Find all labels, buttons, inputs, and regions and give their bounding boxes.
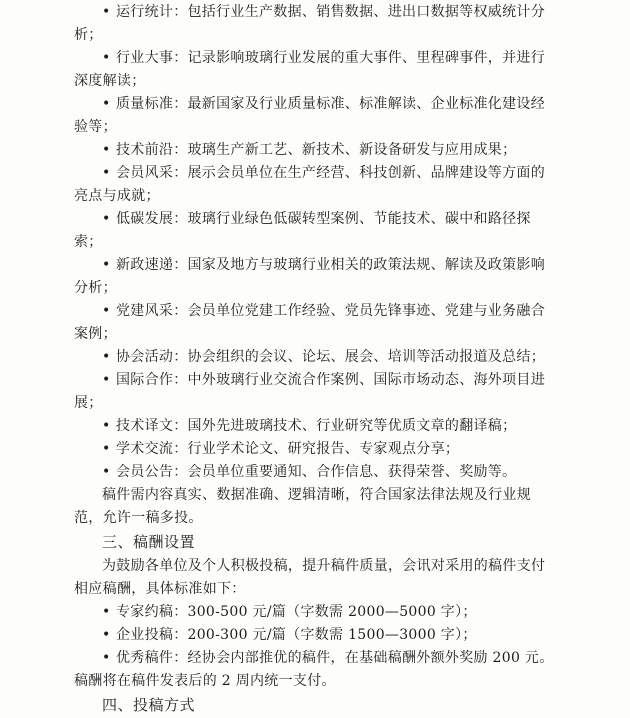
- list-item: • 新政速递：国家及地方与玻璃行业相关的政策法规、解读及政策影响: [74, 254, 556, 277]
- list-item-continuation: 索；: [74, 234, 103, 250]
- column-list: [74, 1, 556, 484]
- bullet-icon: •: [102, 96, 111, 112]
- section-four: [74, 693, 556, 718]
- bullet-icon: •: [102, 165, 111, 181]
- bullet-icon: •: [102, 604, 111, 620]
- list-item-continuation: 亮点与成就；: [74, 188, 160, 204]
- intro-line: 相应稿酬，具体标准如下：: [74, 581, 246, 597]
- list-item-continuation: 分析；: [74, 280, 117, 296]
- bullet-icon: •: [102, 372, 111, 388]
- bullet-icon: •: [102, 50, 111, 66]
- bullet-icon: •: [102, 142, 111, 158]
- list-item-continuation: 案例；: [74, 326, 117, 342]
- bullet-icon: •: [102, 211, 111, 227]
- section-heading: 四、投稿方式: [102, 696, 196, 714]
- list-item: • 技术译文：国外先进玻璃技术、行业研究等优质文章的翻译稿；: [74, 415, 556, 438]
- list-item: • 优秀稿件：经协会内部推优的稿件，在基础稿酬外额外奖励 200 元。: [74, 647, 556, 670]
- payment-note: 稿酬将在稿件发表后的 2 周内统一支付。: [74, 673, 336, 689]
- list-item: • 会员公告：会员单位重要通知、合作信息、获得荣誉、奖励等。: [74, 461, 556, 484]
- list-item: • 党建风采：会员单位党建工作经验、党员先锋事迹、党建与业务融合: [74, 300, 556, 323]
- list-item: • 低碳发展：玻璃行业绿色低碳转型案例、节能技术、碳中和路径探: [74, 208, 556, 231]
- list-item: • 技术前沿：玻璃生产新工艺、新技术、新设备研发与应用成果；: [74, 139, 556, 162]
- bullet-icon: •: [102, 4, 111, 20]
- intro-line: 为鼓励各单位及个人积极投稿，提升稿件质量，会讯对采用的稿件支付: [102, 558, 546, 574]
- list-item-continuation: 展；: [74, 395, 103, 411]
- bullet-icon: •: [102, 627, 111, 643]
- bullet-icon: •: [102, 349, 111, 365]
- list-item: • 学术交流：行业学术论文、研究报告、专家观点分享；: [74, 438, 556, 461]
- bullet-icon: •: [102, 441, 111, 457]
- bullet-icon: •: [102, 650, 111, 666]
- list-item: • 企业投稿：200-300 元/篇（字数需 1500—3000 字）；: [74, 624, 556, 647]
- bullet-icon: •: [102, 303, 111, 319]
- bullet-icon: •: [102, 257, 111, 273]
- list-item-continuation: 深度解读；: [74, 73, 146, 89]
- section-heading: 三、稿酬设置: [102, 533, 196, 551]
- list-item: • 协会活动：协会组织的会议、论坛、展会、培训等活动报道及总结；: [74, 346, 556, 369]
- list-item: • 国际合作：中外玻璃行业交流合作案例、国际市场动态、海外项目进: [74, 369, 556, 392]
- bullet-icon: •: [102, 464, 111, 480]
- list-item: • 专家约稿：300-500 元/篇（字数需 2000—5000 字）；: [74, 601, 556, 624]
- list-item: • 会员风采：展示会员单位在生产经营、科技创新、品牌建设等方面的: [74, 162, 556, 185]
- section-three: [74, 530, 556, 693]
- list-item: • 行业大事：记录影响玻璃行业发展的重大事件、里程碑事件，并进行: [74, 47, 556, 70]
- list-item-continuation: 验等；: [74, 119, 117, 135]
- requirements-paragraph: 稿件需内容真实、数据准确、逻辑清晰，符合国家法律法规及行业规 范，允许一稿多投。: [74, 487, 531, 526]
- list-item: • 质量标准：最新国家及行业质量标准、标准解读、企业标准化建设经: [74, 93, 556, 116]
- list-item: • 运行统计：包括行业生产数据、销售数据、进出口数据等权威统计分: [74, 1, 556, 24]
- bullet-icon: •: [102, 418, 111, 434]
- list-item-continuation: 析；: [74, 27, 103, 43]
